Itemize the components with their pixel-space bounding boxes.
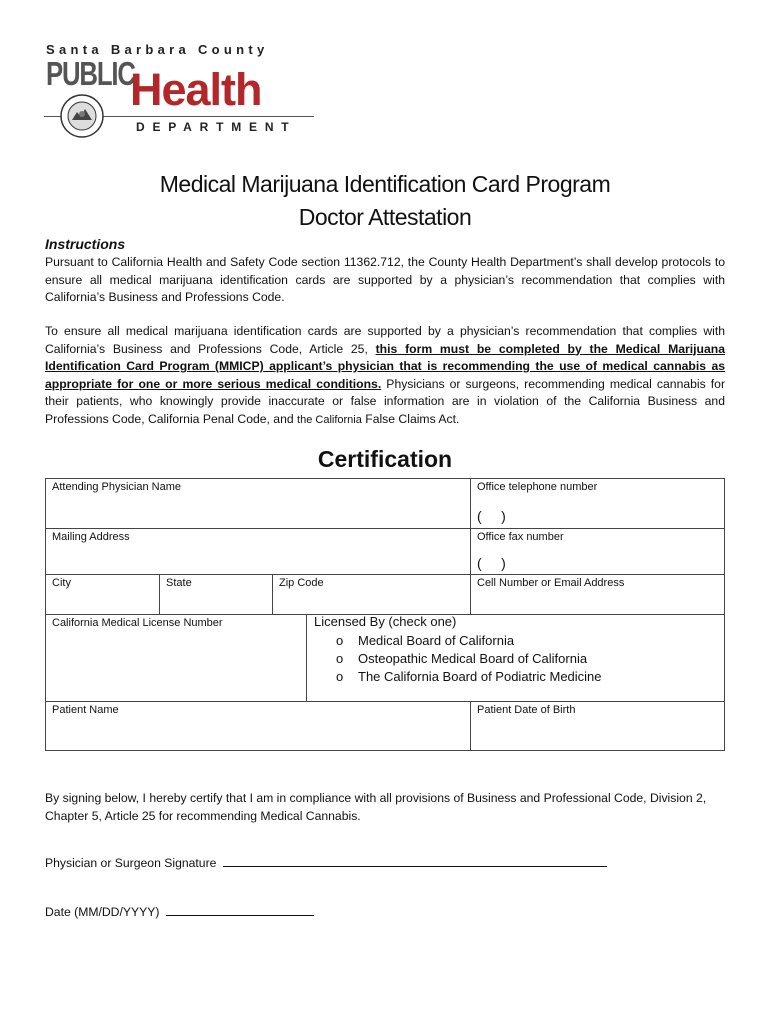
state-field[interactable]	[160, 575, 272, 614]
signature-line[interactable]	[223, 854, 607, 867]
checkbox-circle-icon[interactable]: o	[336, 651, 344, 666]
state-label: State	[166, 577, 192, 589]
license-option-label: The California Board of Podiatric Medicine	[358, 669, 602, 684]
attestation-statement: By signing below, I hereby certify that I am in compliance with all provisions of Business and Professional Code, Division 2, Chapter 5, Article 25 for recommending Medical Cannabis.	[45, 791, 707, 823]
instructions-paragraph-2	[45, 323, 725, 429]
license-option-medical-board[interactable]	[336, 633, 514, 648]
certification-form	[45, 478, 725, 751]
office-phone-label: Office telephone number	[477, 481, 598, 493]
signature-row	[45, 854, 607, 870]
department-logo	[44, 42, 314, 147]
instructions-paragraph-1: Pursuant to California Health and Safety Code section 11362.712, the County Health Department’s shall develop protocols to ensure all medical marijuana identification cards are supported by a physician’s recommendation that complies with California’s Business and Professions Code.	[45, 255, 725, 304]
logo-public-text: PUBLIC	[46, 55, 135, 92]
city-label: City	[52, 577, 71, 589]
patient-name-field[interactable]	[46, 702, 470, 751]
office-phone-field[interactable]	[471, 479, 725, 528]
license-option-label: Medical Board of California	[358, 633, 515, 648]
checkbox-circle-icon[interactable]: o	[336, 633, 344, 648]
para2-text-c: False Claims Act.	[361, 411, 460, 426]
para2-emphasis: this form must be completed by the Medical Marijuana Identification Card Program (MMICP) applicant’s physician that is recommending the use of medical cannabis as appropriate for one or more serious medical conditions.	[45, 341, 725, 391]
patient-name-label: Patient Name	[52, 704, 119, 716]
page-title: Medical Marijuana Identification Card Program	[159, 171, 611, 197]
physician-name-label: Attending Physician Name	[52, 481, 182, 493]
license-number-label: California Medical License Number	[52, 617, 223, 629]
zip-code-field[interactable]	[273, 575, 470, 614]
fax-area-code: ( )	[477, 555, 506, 571]
cell-email-field[interactable]	[471, 575, 725, 614]
license-option-label: Osteopathic Medical Board of California	[358, 651, 588, 666]
license-option-osteopathic-board[interactable]	[336, 651, 587, 666]
para2-small-text: the California	[297, 413, 362, 426]
signature-label: Physician or Surgeon Signature	[45, 856, 217, 870]
zip-code-label: Zip Code	[279, 577, 324, 589]
patient-dob-label: Patient Date of Birth	[477, 704, 576, 716]
form-divider	[306, 614, 307, 701]
para2-text-a: To ensure all medical marijuana identification cards are supported by a physician’s recommendation that complies with California’s Business and Professions Code, Article 25,	[45, 324, 725, 356]
office-fax-field[interactable]	[471, 529, 725, 574]
logo-county-text: Santa Barbara County	[46, 42, 269, 57]
license-option-podiatric-board[interactable]	[336, 669, 602, 684]
date-row	[45, 903, 314, 919]
licensed-by-heading: Licensed By (check one)	[314, 614, 457, 629]
para2-text-b: Physicians or surgeons, recommending medical cannabis for their patients, who knowingly provide inaccurate or false information are in violation of the California Business and Professions Code, California Penal Code, and	[45, 376, 726, 426]
certification-heading: Certification	[317, 446, 453, 472]
logo-department-text: DEPARTMENT	[136, 120, 297, 134]
patient-dob-field[interactable]	[471, 702, 725, 751]
office-fax-label: Office fax number	[477, 531, 564, 543]
license-number-field[interactable]	[46, 615, 306, 701]
cell-email-label: Cell Number or Email Address	[477, 577, 625, 589]
county-seal-icon	[60, 94, 104, 138]
mailing-address-field[interactable]	[46, 529, 470, 574]
logo-health-text: Health	[130, 64, 262, 115]
instructions-heading: Instructions	[45, 236, 126, 252]
city-field[interactable]	[46, 575, 159, 614]
page-subtitle: Doctor Attestation	[298, 204, 472, 230]
physician-name-field[interactable]	[46, 479, 470, 528]
date-label: Date (MM/DD/YYYY)	[45, 905, 160, 919]
mailing-address-label: Mailing Address	[52, 531, 130, 543]
date-line[interactable]	[166, 903, 314, 916]
checkbox-circle-icon[interactable]: o	[336, 669, 344, 684]
phone-area-code: ( )	[477, 508, 506, 524]
